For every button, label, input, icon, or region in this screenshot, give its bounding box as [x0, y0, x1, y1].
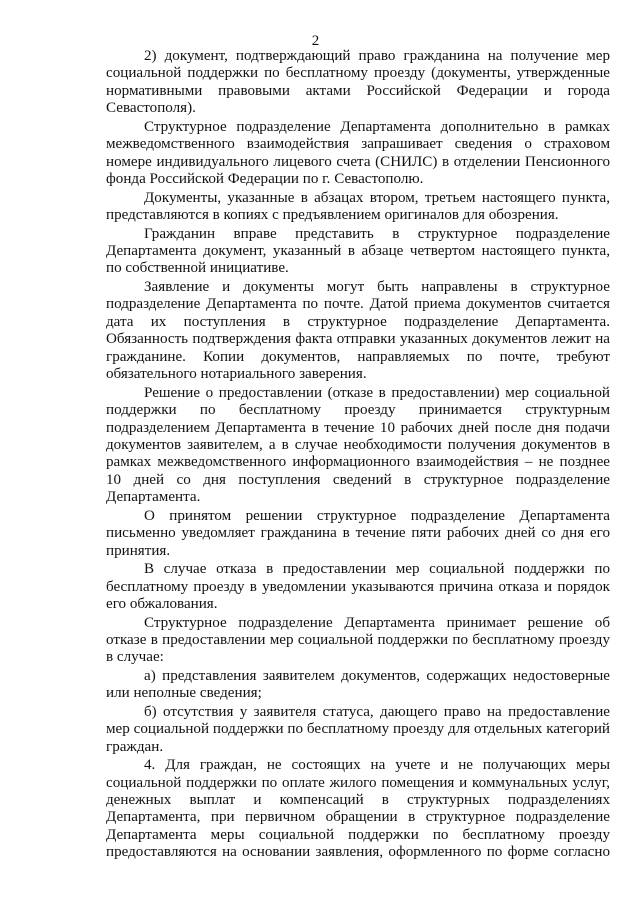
paragraph-snils-request: Структурное подразделение Департамента дополнительно в рамках межведомственного взаимодействия запрашивает сведения о страховом номере индивидуального лицевого счета (СНИЛС) в отделении Пенсионного фонда Российской Федерации по г. Севастополю. [106, 118, 610, 188]
paragraph-copies-with-originals: Документы, указанные в абзацах втором, третьем настоящего пункта, представляются в копиях с предъявлением оригиналов для обозрения. [106, 189, 610, 224]
paragraph-refusal-item-a: а) представления заявителем документов, содержащих недостоверные или неполные сведения; [106, 667, 610, 702]
paragraph-refusal-reason: В случае отказа в предоставлении мер социальной поддержки по бесплатному проезду в уведомлении указываются причина отказа и порядок его обжалования. [106, 561, 610, 613]
paragraph-refusal-item-b: б) отсутствия у заявителя статуса, дающего право на предоставление мер социальной поддержки по бесплатному проезду для отдельных категорий граждан. [106, 703, 610, 755]
paragraph-submission-by-mail: Заявление и документы могут быть направлены в структурное подразделение Департамента по почте. Датой приема документов считается дата их поступления в структурное подразделение Департамента. Обязанность подтверждения факта отправки указанных документов лежит на гражданине. Копии документов, направляемых по почте, требуют обязательного нотариального заверения. [106, 278, 610, 383]
paragraph-refusal-grounds: Структурное подразделение Департамента принимает решение об отказе в предоставлении мер социальной поддержки по бесплатному проезду в случае: [106, 614, 610, 666]
paragraph-point-4: 4. Для граждан, не состоящих на учете и не получающих меры социальной поддержки по оплате жилого помещения и коммунальных услуг, денежных выплат и компенсаций в структурных подразделениях Департамента, при первичном обращении в структурное подразделение Департамента меры социальной поддержки по бесплатному проезду предоставляются на основании заявления, оформленного по форме согласно [106, 757, 610, 861]
paragraph-document-confirming-right: 2) документ, подтверждающий право гражданина на получение мер социальной поддержки по бесплатному проезду (документы, утвержденные нормативными правовыми актами Российской Федерации и города Севастополя). [106, 48, 610, 117]
paragraph-decision-notification: О принятом решении структурное подразделение Департамента письменно уведомляет гражданина в течение пяти рабочих дней со дня его принятия. [106, 507, 610, 559]
paragraph-decision-term: Решение о предоставлении (отказе в предоставлении) мер социальной поддержки по бесплатному проезду принимается структурным подразделением Департамента в течение 10 рабочих дней после дня подачи документов заявителем, а в случае необходимости получения документов в рамках межведомственного информационного взаимодействия – не позднее 10 дней со дня поступления сведений в структурное подразделение Департамента. [106, 384, 610, 506]
page-number: 2 [311, 33, 320, 49]
document-body [106, 48, 610, 863]
paragraph-own-initiative: Гражданин вправе представить в структурное подразделение Департамента документ, указанный в абзаце четвертом настоящего пункта, по собственной инициативе. [106, 225, 610, 277]
